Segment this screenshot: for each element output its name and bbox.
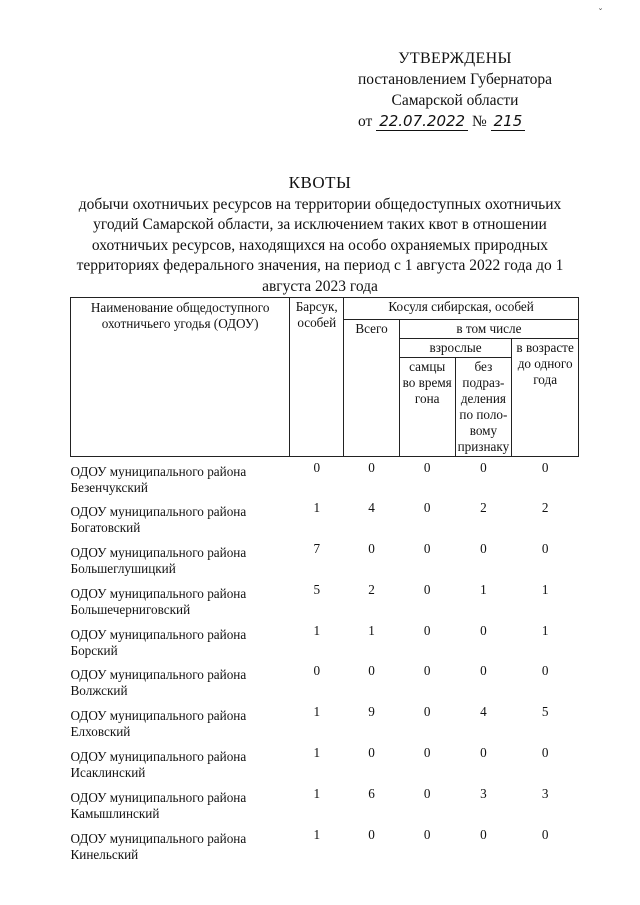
cell-total: 6 xyxy=(368,785,375,801)
document-title xyxy=(60,173,580,297)
cell-males: 0 xyxy=(423,500,431,516)
cell-name: ОДОУ муниципального района Кинельский xyxy=(70,830,247,862)
cell-young: 0 xyxy=(541,663,549,679)
cell-young: 3 xyxy=(541,785,549,801)
table-row xyxy=(71,824,579,865)
cell-nodiv: 0 xyxy=(480,541,487,557)
header-nodiv: без подраз-деления по поло-вому признаку xyxy=(455,358,512,457)
header-young: в возрасте до одного года xyxy=(512,339,579,457)
title-body: добычи охотничьих ресурсов на территории общедоступных охотничьих угодий Самарской области, за исключением таких квот в отношении охотничьих ресурсов, находящихся на особо охраняемых природных территориях федерального значения, на период с 1 августа 2022 года до 1 августа 2023 года xyxy=(76,195,564,295)
approval-line-1: постановлением Губернатора xyxy=(357,71,553,88)
date-prefix: от xyxy=(358,113,373,130)
cell-badger: 1 xyxy=(313,785,321,801)
header-name: Наименование общедоступного охотничьего угодья (ОДОУ) xyxy=(71,298,290,457)
approval-block xyxy=(350,48,560,132)
table-row xyxy=(71,538,579,579)
cell-males: 0 xyxy=(423,622,431,638)
cell-nodiv: 2 xyxy=(480,500,487,516)
cell-young: 5 xyxy=(541,704,549,720)
cell-badger: 7 xyxy=(313,541,321,557)
cell-badger: 1 xyxy=(313,622,321,638)
table-row xyxy=(71,620,579,661)
cell-males: 0 xyxy=(423,460,431,475)
number-sign: № xyxy=(471,113,487,130)
cell-badger: 0 xyxy=(313,663,321,679)
cell-total: 0 xyxy=(368,460,375,475)
cell-males: 0 xyxy=(423,826,431,842)
table-row xyxy=(71,660,579,701)
cell-name: ОДОУ муниципального района Волжский xyxy=(70,667,247,699)
cell-badger: 1 xyxy=(313,826,321,842)
table-row xyxy=(71,579,579,620)
cell-badger: 5 xyxy=(313,581,321,597)
cell-young: 0 xyxy=(541,826,549,842)
cell-name: ОДОУ муниципального района Елховский xyxy=(70,708,247,740)
quota-table xyxy=(70,297,579,864)
approval-date-line xyxy=(350,111,560,132)
header-males: самцы во время гона xyxy=(399,358,455,457)
cell-males: 0 xyxy=(423,785,431,801)
header-including: в том числе xyxy=(399,320,578,339)
table-row xyxy=(71,783,579,824)
handwritten-date: 22.07.2022 xyxy=(376,113,468,131)
table-row xyxy=(71,701,579,742)
cell-young: 0 xyxy=(541,745,549,761)
cell-young: 1 xyxy=(541,622,549,638)
cell-nodiv: 0 xyxy=(480,826,487,842)
cell-total: 0 xyxy=(368,745,375,761)
cell-nodiv: 0 xyxy=(480,663,487,679)
cell-total: 0 xyxy=(368,663,375,679)
header-adults: взрослые xyxy=(399,339,511,358)
cell-total: 0 xyxy=(368,826,375,842)
cell-males: 0 xyxy=(423,745,431,761)
cell-young: 2 xyxy=(541,500,549,516)
approval-line-2: Самарской области xyxy=(391,92,519,109)
cell-nodiv: 0 xyxy=(480,745,487,761)
cell-total: 1 xyxy=(368,622,375,638)
cell-nodiv: 1 xyxy=(480,581,487,597)
corner-mark: ˇ xyxy=(598,8,603,19)
cell-name: ОДОУ муниципального района Исаклинский xyxy=(70,749,247,781)
header-roe: Косуля сибирская, особей xyxy=(344,298,579,320)
cell-total: 4 xyxy=(368,500,375,516)
cell-badger: 1 xyxy=(313,704,321,720)
cell-badger: 0 xyxy=(313,460,321,475)
cell-males: 0 xyxy=(423,541,431,557)
header-badger: Барсук, особей xyxy=(290,298,344,457)
cell-males: 0 xyxy=(423,581,431,597)
title-heading: КВОТЫ xyxy=(288,173,352,192)
cell-young: 0 xyxy=(541,541,549,557)
header-total: Всего xyxy=(344,320,400,457)
cell-nodiv: 0 xyxy=(480,460,487,475)
cell-name: ОДОУ муниципального района Камышлинский xyxy=(70,789,247,821)
table-row xyxy=(71,457,579,498)
cell-young: 0 xyxy=(541,460,549,475)
cell-males: 0 xyxy=(423,704,431,720)
approval-heading: УТВЕРЖДЕНЫ xyxy=(398,50,512,67)
cell-total: 0 xyxy=(368,541,375,557)
cell-name: ОДОУ муниципального района Большеглушицкий xyxy=(70,545,247,577)
cell-total: 2 xyxy=(368,581,375,597)
cell-males: 0 xyxy=(423,663,431,679)
cell-name: ОДОУ муниципального района Большечерниговский xyxy=(70,585,247,617)
cell-nodiv: 4 xyxy=(480,704,487,720)
cell-nodiv: 3 xyxy=(480,785,487,801)
table-row xyxy=(71,742,579,783)
cell-total: 9 xyxy=(368,704,375,720)
cell-name: ОДОУ муниципального района Борский xyxy=(70,626,247,658)
cell-young: 1 xyxy=(541,581,549,597)
cell-name: ОДОУ муниципального района Богатовский xyxy=(70,504,247,536)
cell-nodiv: 0 xyxy=(480,622,487,638)
table-row xyxy=(71,497,579,538)
cell-name: ОДОУ муниципального района Безенчукский xyxy=(70,464,247,495)
cell-badger: 1 xyxy=(313,745,321,761)
cell-badger: 1 xyxy=(313,500,321,516)
handwritten-number: 215 xyxy=(491,113,526,131)
